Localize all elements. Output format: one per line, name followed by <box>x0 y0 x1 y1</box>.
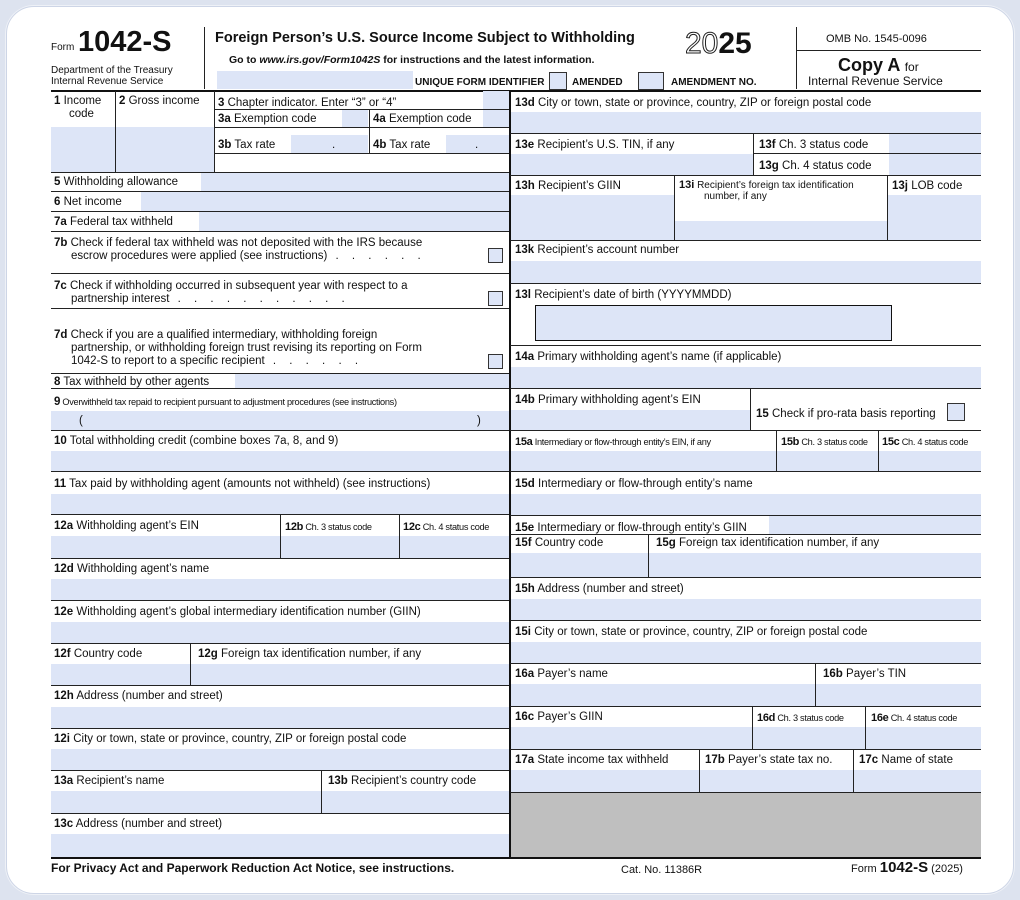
box-13c-field[interactable] <box>51 834 509 857</box>
agency-line: Internal Revenue Service <box>51 76 164 87</box>
amended-label: AMENDED <box>572 77 623 88</box>
box-15-checkbox[interactable] <box>947 403 965 421</box>
box-16b-field[interactable] <box>816 684 981 706</box>
box-13a-label: 13a Recipient’s name <box>54 775 165 787</box>
unique-form-identifier-label: UNIQUE FORM IDENTIFIER <box>415 77 545 88</box>
box-12a-label: 12a Withholding agent’s EIN <box>54 520 199 532</box>
box-13a-field[interactable] <box>51 791 321 813</box>
box-12e-field[interactable] <box>51 622 509 643</box>
box-12d-field[interactable] <box>51 579 509 600</box>
box-13d-label: 13d City or town, state or province, country, ZIP or foreign postal code <box>515 97 872 109</box>
box-13i-field[interactable] <box>675 221 887 240</box>
box-13g-label: 13g Ch. 4 status code <box>759 160 872 172</box>
box-15i-field[interactable] <box>511 642 981 663</box>
form-1042s: Form 1042-S Department of the Treasury Internal Revenue Service Foreign Person’s U.S. Source Income Subject to Withholding Go to www.irs.gov/Form1042S for instructions and the latest information. 2025 OMB No. 1545-0096 Copy A for Internal Revenue Service UNIQUE FORM IDENTIFIER AMENDED AMENDMENT NO. 1 Income code 2 Gross income 3 Chapter indicator. Enter “3” or “4” 3a Exemption code 4a Exemption code 3b Tax rate . 4b Tax rate . 5 Withholding allowance 6 Net income 7a Federal tax withheld 7b Check if federal tax withheld was not deposited with the IRS because escrow procedures were applied (see instructions) . . . . . . 7c Check if withholding occurred in subsequent year with respect to a partnership interest . . . . . . . . . . . 7d Check if you are a qualified intermediary, withholding foreign partnership, or withholding foreign trust revising its reporting on Form 1042-S to report to a specific recipient . . . . . . 8 Tax withheld by other agents 9 Overwithheld tax repaid to recipient pursuant to adjustment procedures (see instructions) ( ) 10 Total withholding credit (combine boxes 7a, 8, and 9) 11 Tax paid by withholding agent (amounts not withheld) (see instructions) 12a Withholding agent’s EIN 12b Ch. 3 status code 12c Ch. 4 status code 12d Withholding agent’s name 12e Withholding agent’s global intermediary identification number (GIIN) 12f Country code 12g Foreign tax identification number, if any 12h Address (number and street) 12i City or town, state or province, country, ZIP or foreign postal code 13a Recipient’s name 13b Recipient’s country code 13c Address (number and street) 13d City or town, state or province, country, ZIP or foreign postal code 13e Recipient’s U.S. TIN, if any 13f Ch. 3 status code 13g Ch. 4 status code 13h Recipient’s GIIN 13i Recipient’s foreign tax identification number, if any 13j LOB code 13k Recipient’s account number 13l Recipient’s date of birth (YYYYMMDD) 14a Primary withholding agent’s name (if applicable) 14b Primary withholding agent’s EIN 15 Check if pro-rata basis reporting 15a Intermediary or flow-through entity’s EIN, if any 15b Ch. 3 status code 15c Ch. 4 status code 15d Intermediary or flow-through entity’s name 15e Intermediary or flow-through entity’s GIIN 15f Country code 15g Foreign tax identification number, if any 15h Address (number and street) 15i City or town, state or province, country, ZIP or foreign postal code 16a Payer’s name 16b Payer’s TIN 16c Payer’s GIIN 16d Ch. 3 status code 16e Ch. 4 status code 17a State income tax withheld 17b Payer’s state tax no. 17c Name of state For Privacy Act and Paperwork Reduction Act Notice, see instructions. Cat. No. 11386R Form 1042-S (2025) <box>51 23 981 883</box>
box-4a-field[interactable] <box>483 109 509 127</box>
box-14a-field[interactable] <box>511 367 981 388</box>
box-12i-field[interactable] <box>51 749 509 770</box>
omb-number: OMB No. 1545-0096 <box>826 33 927 45</box>
box-12f-label: 12f Country code <box>54 648 143 660</box>
box-13l-field[interactable] <box>535 305 892 341</box>
copy-recipient: Internal Revenue Service <box>808 74 943 88</box>
box-3b-field[interactable] <box>291 135 368 153</box>
box-14a-label: 14a Primary withholding agent’s name (if applicable) <box>515 351 782 363</box>
amended-checkbox[interactable] <box>549 72 567 90</box>
form-number: 1042-S <box>78 26 172 58</box>
box-16c-field[interactable] <box>511 727 752 749</box>
box-13i-label-line2: number, if any <box>704 191 767 202</box>
box-12c-label: 12c Ch. 4 status code <box>403 521 490 533</box>
box-15a-label: 15a Intermediary or flow-through entity’s EIN, if any <box>515 436 711 448</box>
unique-form-identifier-field[interactable] <box>217 71 413 89</box>
box-13h-label: 13h Recipient’s GIIN <box>515 180 621 192</box>
box-2-field[interactable] <box>116 127 214 172</box>
box-12h-field[interactable] <box>51 707 509 728</box>
box-9-field[interactable] <box>51 411 509 430</box>
box-7a-label: 7a Federal tax withheld <box>54 216 173 228</box>
box-15h-field[interactable] <box>511 599 981 620</box>
box-15b-field[interactable] <box>777 451 878 471</box>
box-16c-label: 16c Payer’s GIIN <box>515 711 603 723</box>
amendment-number-label: AMENDMENT NO. <box>671 77 757 88</box>
box-16e-field[interactable] <box>866 727 981 749</box>
box-15f-field[interactable] <box>511 553 648 577</box>
box-7c-checkbox[interactable] <box>488 291 503 306</box>
box-13b-field[interactable] <box>322 791 509 813</box>
box-13j-label: 13j LOB code <box>892 180 963 192</box>
box-14b-label: 14b Primary withholding agent’s EIN <box>515 394 701 406</box>
box-7d-label: 7d Check if you are a qualified intermediary, withholding foreign <box>54 329 378 341</box>
box-13e-label: 13e Recipient’s U.S. TIN, if any <box>515 139 675 151</box>
copy-designation: Copy A for <box>838 55 919 75</box>
box-13f-field[interactable] <box>889 134 981 153</box>
box-13j-field[interactable] <box>888 195 981 240</box>
instructions-line: Go to www.irs.gov/Form1042S for instructions and the latest information. <box>229 54 595 66</box>
box-8-field[interactable] <box>235 374 509 388</box>
box-17c-label: 17c Name of state <box>859 754 953 766</box>
box-15i-label: 15i City or town, state or province, country, ZIP or foreign postal code <box>515 626 868 638</box>
box-15e-label: 15e Intermediary or flow-through entity’s GIIN <box>515 522 747 534</box>
box-11-label: 11 Tax paid by withholding agent (amounts not withheld) (see instructions) <box>54 478 431 490</box>
form-title: Foreign Person’s U.S. Source Income Subject to Withholding <box>215 30 635 46</box>
box-17c-field[interactable] <box>854 770 981 792</box>
box-13c-label: 13c Address (number and street) <box>54 818 223 830</box>
box-3-label: 3 Chapter indicator. Enter “3” or “4” <box>218 97 397 109</box>
box-7b-label: 7b Check if federal tax withheld was not deposited with the IRS because <box>54 237 423 249</box>
box-9-label: 9 Overwithheld tax repaid to recipient pursuant to adjustment procedures (see instructions) <box>54 396 397 408</box>
box-12c-field[interactable] <box>400 536 509 558</box>
box-7a-field[interactable] <box>199 212 509 231</box>
box-12b-field[interactable] <box>281 536 399 558</box>
box-3a-label: 3a Exemption code <box>218 113 317 125</box>
box-10-field[interactable] <box>51 451 509 471</box>
box-12f-field[interactable] <box>51 664 190 685</box>
box-4a-label: 4a Exemption code <box>373 113 472 125</box>
box-13k-label: 13k Recipient’s account number <box>515 244 680 256</box>
box-1-field[interactable] <box>51 127 115 172</box>
box-17b-field[interactable] <box>700 770 853 792</box>
box-7d-label-line2: partnership, or withholding foreign trust revising its reporting on Form <box>71 342 422 354</box>
box-12e-label: 12e Withholding agent’s global intermediary identification number (GIIN) <box>54 606 421 618</box>
box-15c-label: 15c Ch. 4 status code <box>882 436 969 448</box>
box-7b-label-line2: escrow procedures were applied (see instructions) . . . . . . <box>71 250 426 262</box>
box-17b-label: 17b Payer’s state tax no. <box>705 754 833 766</box>
amendment-number-field[interactable] <box>638 72 664 90</box>
shaded-unused-area <box>511 793 981 857</box>
box-12a-field[interactable] <box>51 536 280 558</box>
box-5-field[interactable] <box>201 173 509 191</box>
box-16a-field[interactable] <box>511 684 815 706</box>
box-15d-label: 15d Intermediary or flow-through entity’s name <box>515 478 753 490</box>
box-7c-label: 7c Check if withholding occurred in subsequent year with respect to a <box>54 280 408 292</box>
box-13f-label: 13f Ch. 3 status code <box>759 139 869 151</box>
box-14b-field[interactable] <box>511 410 750 430</box>
page-card <box>6 6 1014 894</box>
box-13d-field[interactable] <box>511 112 981 133</box>
box-13b-label: 13b Recipient’s country code <box>328 775 477 787</box>
box-16a-label: 16a Payer’s name <box>515 668 608 680</box>
box-4b-label: 4b Tax rate <box>373 139 431 151</box>
box-13k-field[interactable] <box>511 261 981 283</box>
box-12i-label: 12i City or town, state or province, country, ZIP or foreign postal code <box>54 733 407 745</box>
box-3-field[interactable] <box>483 91 509 109</box>
box-17a-label: 17a State income tax withheld <box>515 754 669 766</box>
box-8-label: 8 Tax withheld by other agents <box>54 376 210 388</box>
box-17a-field[interactable] <box>511 770 699 792</box>
box-3b-label: 3b Tax rate <box>218 139 276 151</box>
box-12g-field[interactable] <box>191 664 509 685</box>
box-15h-label: 15h Address (number and street) <box>515 583 684 595</box>
box-15c-field[interactable] <box>879 451 981 471</box>
box-7c-label-line2: partnership interest . . . . . . . . . . . <box>71 293 350 305</box>
box-16b-label: 16b Payer’s TIN <box>823 668 907 680</box>
box-1-label-line2: code <box>69 108 94 120</box>
box-16e-label: 16e Ch. 4 status code <box>871 712 958 724</box>
box-15g-field[interactable] <box>649 553 981 577</box>
box-2-label: 2 Gross income <box>119 95 200 107</box>
form-word: Form <box>51 42 75 53</box>
box-13e-field[interactable] <box>511 154 753 175</box>
catalog-number: Cat. No. 11386R <box>621 864 703 876</box>
box-7b-checkbox[interactable] <box>488 248 503 263</box>
footer-form-reference: Form 1042-S (2025) <box>851 859 963 876</box>
box-12h-label: 12h Address (number and street) <box>54 690 223 702</box>
box-13i-label: 13i Recipient’s foreign tax identification <box>679 179 854 191</box>
box-16d-label: 16d Ch. 3 status code <box>757 712 844 724</box>
box-15f-label: 15f Country code <box>515 537 604 549</box>
box-6-label: 6 Net income <box>54 196 122 208</box>
box-15b-label: 15b Ch. 3 status code <box>781 436 868 448</box>
department-line: Department of the Treasury <box>51 65 173 76</box>
box-15d-field[interactable] <box>511 494 981 515</box>
box-7d-checkbox[interactable] <box>488 354 503 369</box>
box-13l-label: 13l Recipient’s date of birth (YYYYMMDD) <box>515 289 732 301</box>
box-10-label: 10 Total withholding credit (combine boxes 7a, 8, and 9) <box>54 435 339 447</box>
box-1-label: 1 Income <box>54 95 102 107</box>
box-6-field[interactable] <box>141 192 509 211</box>
tax-year: 2025 <box>685 27 752 60</box>
box-3a-field[interactable] <box>342 109 368 127</box>
privacy-notice: For Privacy Act and Paperwork Reduction Act Notice, see instructions. <box>51 861 455 875</box>
box-12d-label: 12d Withholding agent’s name <box>54 563 210 575</box>
box-7d-label-line3: 1042-S to report to a specific recipient . . . . . . <box>71 355 364 367</box>
box-13g-field[interactable] <box>889 154 981 175</box>
box-13h-field[interactable] <box>511 195 674 240</box>
box-11-field[interactable] <box>51 494 509 514</box>
box-15e-field[interactable] <box>769 516 981 534</box>
box-12b-label: 12b Ch. 3 status code <box>285 521 372 533</box>
box-15a-field[interactable] <box>511 451 776 471</box>
box-15-label: 15 Check if pro-rata basis reporting <box>756 408 936 420</box>
box-15g-label: 15g Foreign tax identification number, if any <box>656 537 880 549</box>
box-5-label: 5 Withholding allowance <box>54 176 179 188</box>
box-16d-field[interactable] <box>753 727 865 749</box>
box-12g-label: 12g Foreign tax identification number, if any <box>198 648 422 660</box>
